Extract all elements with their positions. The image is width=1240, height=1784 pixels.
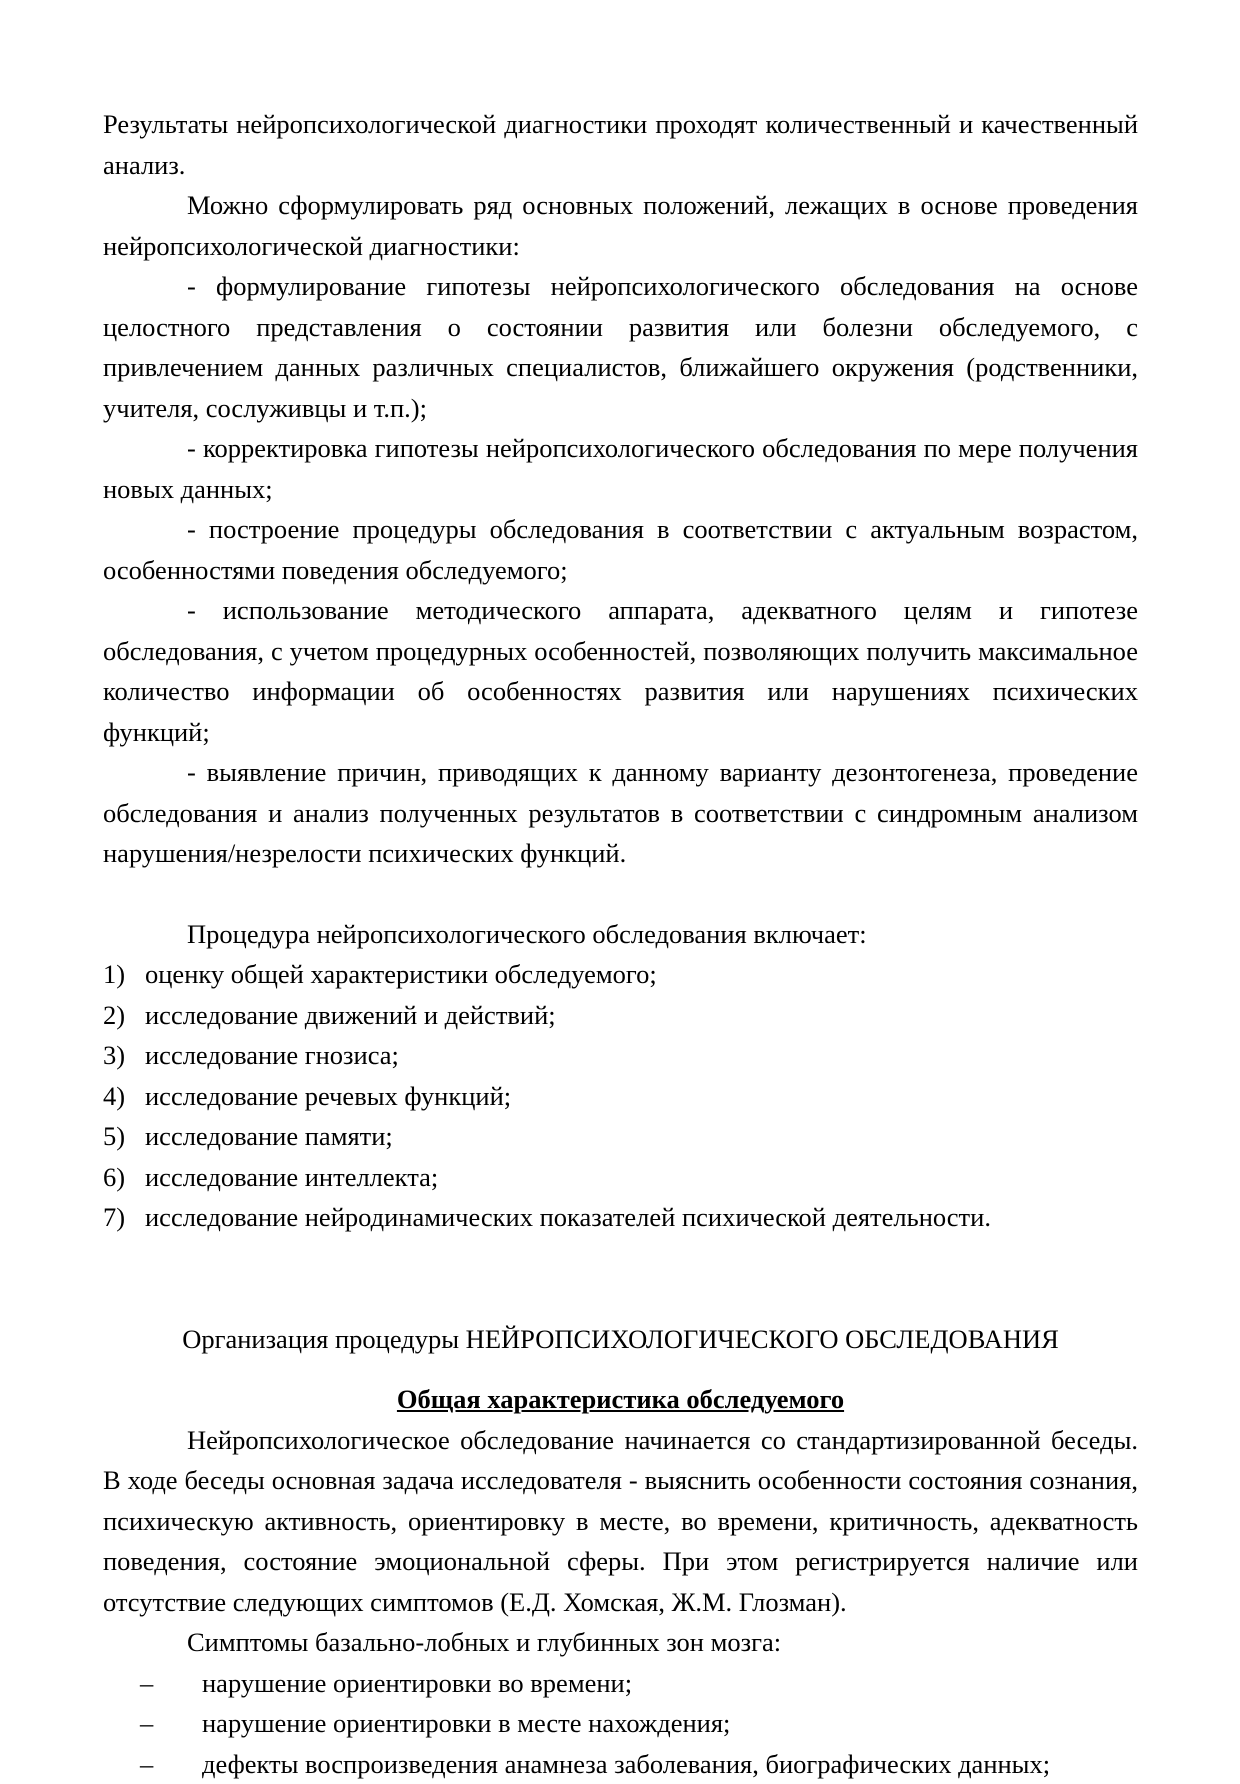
paragraph-bullet-methodical-apparatus: - использование методического аппарата, адекватного целям и гипотезе обследования, с учетом процедурных особенностей, позволяющих получить максимальное количество информации об особенностях развития или нарушениях психических функций; bbox=[103, 590, 1138, 752]
document-body bbox=[103, 104, 1138, 1784]
spacer-before-section-heading bbox=[103, 1238, 1138, 1319]
list-item bbox=[140, 1744, 1138, 1784]
list-item bbox=[103, 1116, 1138, 1157]
list-item-label: нарушение ориентировки во времени; bbox=[202, 1668, 632, 1698]
list-item bbox=[103, 995, 1138, 1036]
list-item bbox=[103, 1076, 1138, 1117]
list-item-marker: 6) bbox=[103, 1157, 125, 1198]
symptoms-list bbox=[103, 1663, 1138, 1784]
spacer-before-sub-heading bbox=[103, 1359, 1138, 1379]
list-item bbox=[103, 1157, 1138, 1198]
list-item-label: исследование движений и действий; bbox=[145, 1000, 556, 1030]
list-item-marker: – bbox=[140, 1703, 153, 1744]
list-item-label: исследование гнозиса; bbox=[145, 1040, 399, 1070]
list-item bbox=[103, 1035, 1138, 1076]
paragraph-body-interview: Нейропсихологическое обследование начинается со стандартизированной беседы. В ходе беседы основная задача исследователя - выяснить особенности состояния сознания, психическую активность, ориентировку в месте, во времени, критичность, адекватность поведения, состояние эмоциональной сферы. При этом регистрируется наличие или отсутствие следующих симптомов (Е.Д. Хомская, Ж.М. Глозман). bbox=[103, 1420, 1138, 1623]
list-item-label: нарушение ориентировки в месте нахождения; bbox=[202, 1708, 730, 1738]
list-item-label: исследование интеллекта; bbox=[145, 1162, 438, 1192]
list-item-marker: 1) bbox=[103, 954, 125, 995]
paragraph-procedure-intro: Процедура нейропсихологического обследования включает: bbox=[103, 914, 1138, 955]
paragraph-bullet-hypothesis-formulation: - формулирование гипотезы нейропсихологического обследования на основе целостного представления о состоянии развития или болезни обследуемого, с привлечением данных различных специалистов, ближайшего окружения (родственники, учителя, сослуживцы и т.п.); bbox=[103, 266, 1138, 428]
list-item bbox=[103, 1197, 1138, 1238]
list-item-marker: 5) bbox=[103, 1116, 125, 1157]
list-item-label: исследование памяти; bbox=[145, 1121, 393, 1151]
paragraph-results: Результаты нейропсихологической диагностики проходят количественный и качественный анализ. bbox=[103, 104, 1138, 185]
paragraph-symptoms-intro: Симптомы базально-лобных и глубинных зон мозга: bbox=[103, 1622, 1138, 1663]
list-item bbox=[103, 954, 1138, 995]
paragraph-bullet-hypothesis-correction: - корректировка гипотезы нейропсихологического обследования по мере получения новых данных; bbox=[103, 428, 1138, 509]
list-item-label: дефекты воспроизведения анамнеза заболевания, биографических данных; bbox=[202, 1749, 1050, 1779]
section-heading: Организация процедуры НЕЙРОПСИХОЛОГИЧЕСКОГО ОБСЛЕДОВАНИЯ bbox=[103, 1319, 1138, 1360]
list-item bbox=[140, 1663, 1138, 1704]
list-item-label: оценку общей характеристики обследуемого; bbox=[145, 959, 657, 989]
list-item-marker: – bbox=[140, 1744, 153, 1784]
procedure-list bbox=[103, 954, 1138, 1238]
spacer-after-bullets bbox=[103, 874, 1138, 914]
paragraph-bullet-procedure-construction: - построение процедуры обследования в соответствии с актуальным возрастом, особенностями поведения обследуемого; bbox=[103, 509, 1138, 590]
sub-heading-text: Общая характеристика обследуемого bbox=[397, 1384, 844, 1414]
list-item-marker: 4) bbox=[103, 1076, 125, 1117]
list-item-marker: 2) bbox=[103, 995, 125, 1036]
list-item-label: исследование нейродинамических показателей психической деятельности. bbox=[145, 1202, 991, 1232]
list-item-marker: 3) bbox=[103, 1035, 125, 1076]
list-item-marker: 7) bbox=[103, 1197, 125, 1238]
list-item-marker: – bbox=[140, 1663, 153, 1704]
sub-heading bbox=[103, 1379, 1138, 1420]
list-item bbox=[140, 1703, 1138, 1744]
paragraph-bullet-cause-identification: - выявление причин, приводящих к данному варианту дезонтогенеза, проведение обследования и анализ полученных результатов в соответствии с синдромным анализом нарушения/незрелости психических функций. bbox=[103, 752, 1138, 874]
paragraph-can-formulate: Можно сформулировать ряд основных положений, лежащих в основе проведения нейропсихологической диагностики: bbox=[103, 185, 1138, 266]
list-item-label: исследование речевых функций; bbox=[145, 1081, 511, 1111]
